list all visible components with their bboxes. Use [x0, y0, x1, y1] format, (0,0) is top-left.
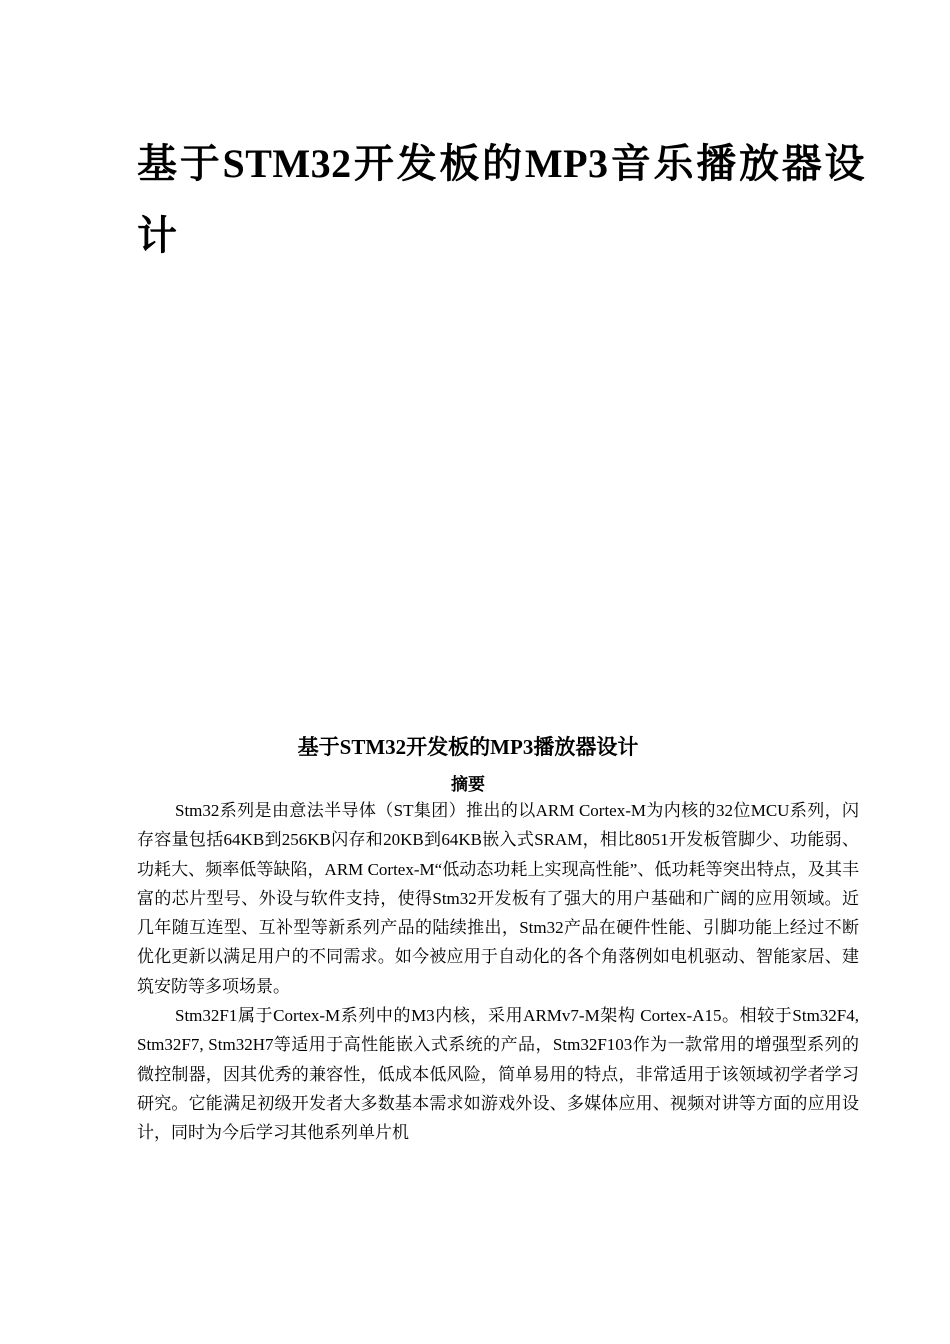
- cover-title: 基于STM32开发板的MP3音乐播放器设计: [137, 141, 865, 258]
- abstract-body: [137, 796, 859, 1148]
- document-title: 基于STM32开发板的MP3播放器设计: [297, 735, 639, 759]
- abstract-paragraph-2: Stm32F1属于Cortex-M系列中的M3内核，采用ARMv7-M架构 Cortex-A15。相较于Stm32F4, Stm32F7, Stm32H7等适用于高性能嵌入式系统的产品，Stm32F103作为一款常用的增强型系列的微控制器，因其优秀的兼容性，低成本低风险，简单易用的特点，非常适用于该领域初学者学习研究。它能满足初级开发者大多数基本需求如游戏外设、多媒体应用、视频对讲等方面的应用设计，同时为今后学习其他系列单片机: [137, 1006, 859, 1143]
- abstract-paragraph-1: Stm32系列是由意法半导体（ST集团）推出的以ARM Cortex-M为内核的32位MCU系列，闪存容量包括64KB到256KB闪存和20KB到64KB嵌入式SRAM，相比8051开发板管脚少、功能弱、功耗大、频率低等缺陷，ARM Cortex-M“低动态功耗上实现高性能”、低功耗等突出特点，及其丰富的芯片型号、外设与软件支持，使得Stm32开发板有了强大的用户基础和广阔的应用领域。近几年随互连型、互补型等新系列产品的陆续推出，Stm32产品在硬件性能、引脚功能上经过不断优化更新以满足用户的不同需求。如今被应用于自动化的各个角落例如电机驱动、智能家居、建筑安防等多项场景。: [137, 801, 859, 996]
- abstract-heading: 摘要: [451, 775, 485, 794]
